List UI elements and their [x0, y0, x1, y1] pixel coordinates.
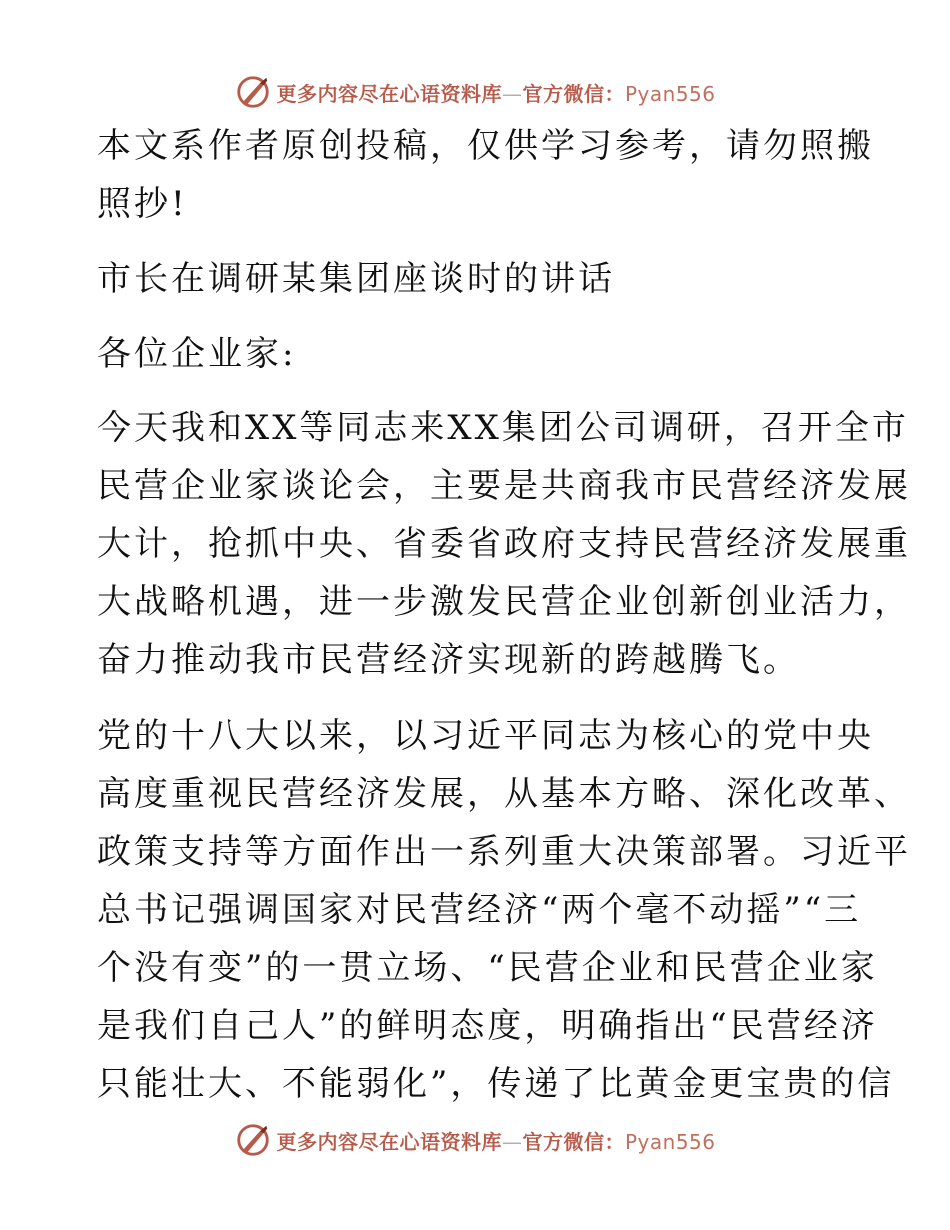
watermark-banner-top — [0, 72, 950, 112]
watermark-text: 更多内容尽在心语资料库—官方微信：Pyan556 — [276, 1129, 716, 1154]
text-line: 政策支持等方面作出一系列重大决策部署。习近平 — [97, 832, 911, 872]
watermark-text: 更多内容尽在心语资料库—官方微信：Pyan556 — [276, 81, 716, 106]
document-title: 市长在调研某集团座谈时的讲话 — [97, 259, 615, 299]
pen-logo-icon — [234, 73, 272, 111]
text-line: 大战略机遇，进一步激发民营企业创新创业活力， — [97, 582, 911, 622]
text-line: 个没有变”的一贯立场、“民营企业和民营企业家 — [97, 948, 878, 988]
text-line: 照抄! — [97, 184, 188, 224]
text-line: 高度重视民营经济发展，从基本方略、深化改革、 — [97, 774, 911, 814]
watermark-banner-bottom — [0, 1120, 950, 1160]
text-line: 民营企业家谈论会，主要是共商我市民营经济发展 — [97, 466, 911, 506]
salutation: 各位企业家: — [97, 334, 297, 374]
text-line: 奋力推动我市民营经济实现新的跨越腾飞。 — [97, 640, 800, 680]
text-line: 是我们自己人”的鲜明态度，明确指出“民营经济 — [97, 1006, 878, 1046]
text-line: 今天我和XX等同志来XX集团公司调研，召开全市 — [97, 408, 909, 448]
pen-logo-icon — [234, 1121, 272, 1159]
text-line: 党的十八大以来，以习近平同志为核心的党中央 — [97, 716, 874, 756]
text-line: 大计，抢抓中央、省委省政府支持民营经济发展重 — [97, 524, 911, 564]
text-line: 只能壮大、不能弱化”，传递了比黄金更宝贵的信 — [97, 1064, 895, 1104]
text-line: 总书记强调国家对民营经济“两个毫不动摇”“三 — [97, 890, 862, 930]
text-line: 本文系作者原创投稿，仅供学习参考，请勿照搬 — [97, 126, 874, 166]
